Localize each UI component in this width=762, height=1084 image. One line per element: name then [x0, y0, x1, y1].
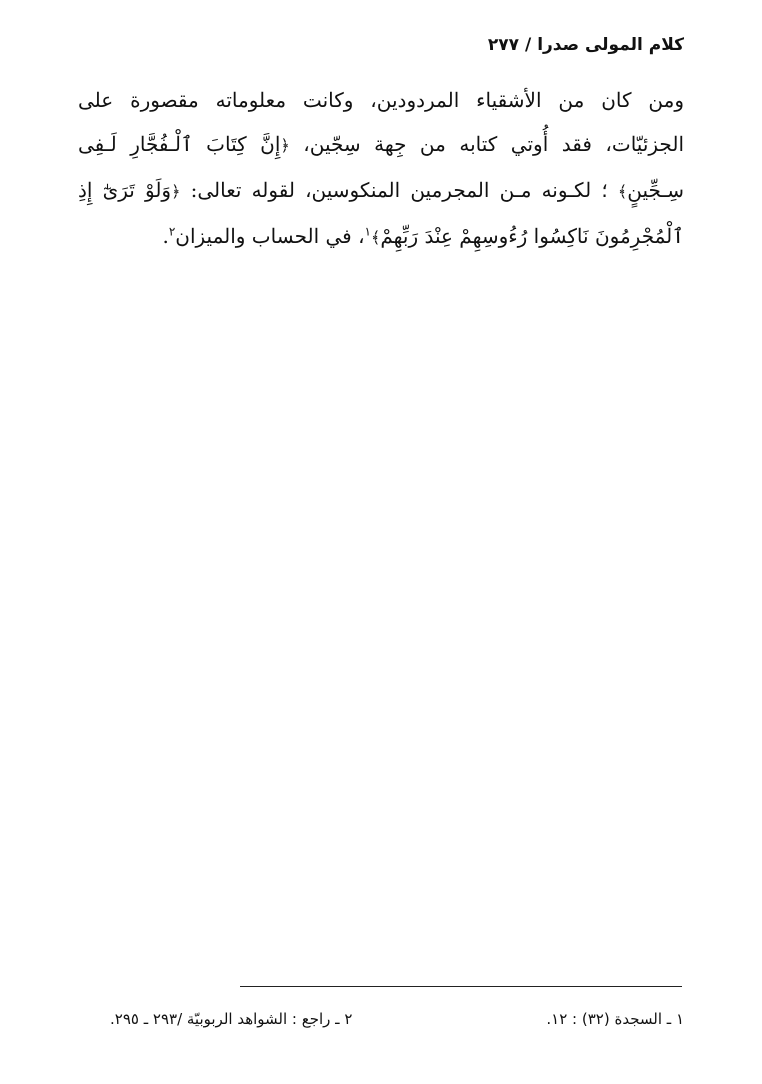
footnotes	[110, 1004, 684, 1034]
footnote-divider	[240, 986, 682, 987]
footnote-2: ٢ ـ راجع : الشواهد الربوبيّة /٢٩٣ ـ ٢٩٥.	[110, 1010, 353, 1028]
body-line-2b: ؛ لكـونه مـن	[499, 178, 608, 202]
body-line-1: ومن كان من الأشقياء المردودين، وكانت معلوماته مقصورة على الجزئيّات،	[78, 88, 684, 156]
footnote-ref-2[interactable]: ٢	[168, 224, 176, 239]
body-paragraph	[78, 78, 684, 260]
body-line-2a: فقد أُوتي كتابه من جِهة سِجّين،	[303, 132, 592, 156]
body-line-4b: ، في الحساب والميزان	[175, 224, 365, 248]
footnote-1: ١ ـ السجدة (٣٢) : ١٢.	[546, 1010, 684, 1028]
page-number: ٢٧٧	[487, 35, 519, 55]
quote-close-bracket-2: ﴾	[371, 228, 381, 247]
quran-quote-1: إِنَّ كِتَابَ ٱلْـفُجَّارِ لَـفِى سِـجِّينٍ	[78, 132, 685, 202]
quote-open-bracket-1: ﴿	[280, 136, 290, 155]
running-header	[78, 30, 684, 60]
quran-quote-2: وَلَوْ تَرَىٰٓ إِذِ ٱلْمُجْرِمُونَ نَاكِسُوا رُءُوسِهِمْ عِنْدَ رَبِّهِمْ	[78, 178, 684, 248]
header-title: كلام المولى صدرا	[537, 35, 684, 55]
quote-close-bracket-1: ﴾	[617, 182, 628, 201]
body-line-3a: المجرمين المنكوسين، لقوله تعالى:	[190, 178, 490, 202]
header-separator: /	[524, 35, 532, 55]
quote-open-bracket-2: ﴿	[171, 182, 181, 201]
footnote-ref-1[interactable]: ١	[364, 224, 371, 239]
body-line-4-end: .	[162, 224, 169, 248]
